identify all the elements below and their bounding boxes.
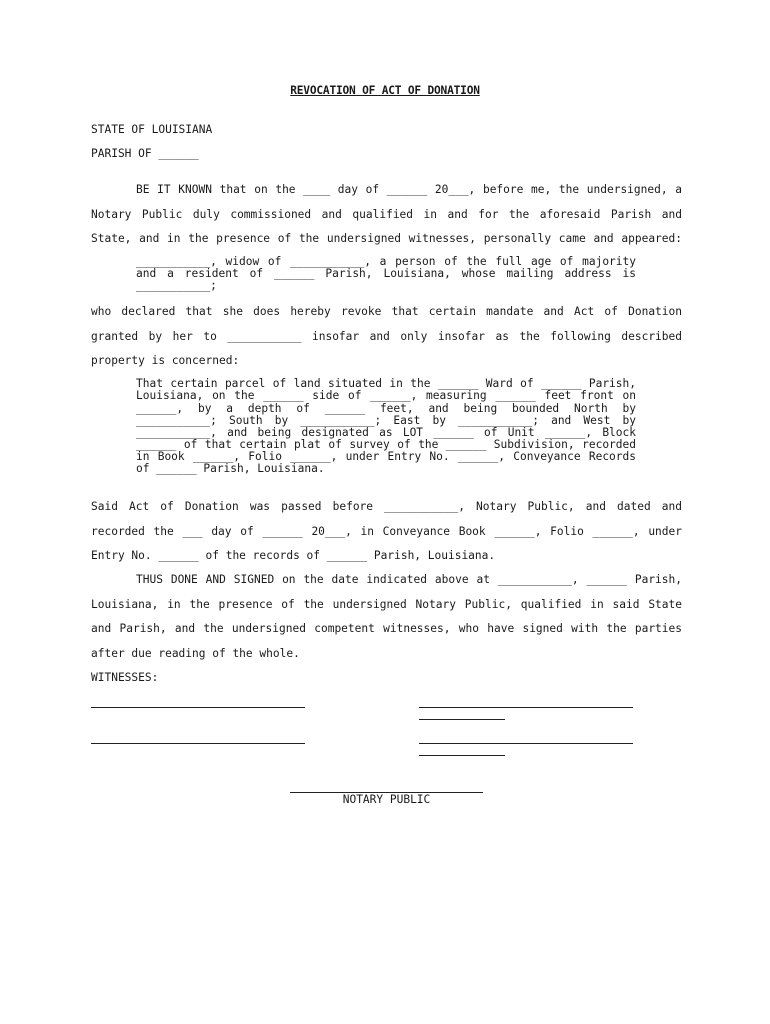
para4-line-2: Louisiana, in the presence of the undersigned Notary Public, qualified in said State <box>91 598 682 611</box>
para4-line-4: after due reading of the whole. <box>91 647 300 660</box>
para3-line-1: Said Act of Donation was passed before ___________, Notary Public, and dated and <box>91 500 682 513</box>
para4-line-3: and Parish, and the undersigned competent witnesses, who have signed with the parties <box>91 622 682 635</box>
para1-line-3: State, and in the presence of the undersigned witnesses, personally came and appeared: <box>91 232 682 245</box>
para3-line-3: Entry No. ______ of the records of ______ Parish, Louisiana. <box>91 549 496 562</box>
appearer-line-2: and a resident of ______ Parish, Louisiana, whose mailing address is <box>136 267 636 280</box>
appearer-line-1: ___________, widow of ___________, a person of the full age of majority <box>136 255 636 268</box>
para4-line-1: THUS DONE AND SIGNED on the date indicated above at ___________, ______ Parish, <box>136 573 682 586</box>
property-line-8: of ______ Parish, Louisiana. <box>136 462 325 475</box>
para1-line-2: Notary Public duly commissioned and qualified in and for the aforesaid Parish and <box>91 208 682 221</box>
party-1-signature-line-extension <box>419 719 505 720</box>
party-2-signature-line[interactable] <box>419 743 633 744</box>
witnesses-label: WITNESSES: <box>91 671 159 684</box>
state-line: STATE OF LOUISIANA <box>91 123 213 136</box>
property-line-7: in Book ______, Folio ______, under Entry No. ______, Conveyance Records <box>136 450 636 463</box>
party-1-signature-line[interactable] <box>419 707 633 708</box>
property-line-5: ___________, and being designated as LOT ______ of Unit ______, Block <box>136 426 636 439</box>
para1-line-1: BE IT KNOWN that on the ____ day of ______ 20___, before me, the undersigned, a <box>136 183 682 196</box>
property-line-6: ______ of that certain plat of survey of the ______ Subdivision, recorded <box>136 438 636 451</box>
property-line-3: ______, by a depth of ______ feet, and being bounded North by <box>136 402 636 415</box>
property-line-4: ___________; South by ___________; East by ___________; and West by <box>136 414 636 427</box>
property-line-2: Louisiana, on the ______ side of ______, measuring ______ feet front on <box>136 389 636 402</box>
appearer-line-3: ___________; <box>136 279 217 292</box>
parish-line: PARISH OF ______ <box>91 147 199 160</box>
notary-public-label: NOTARY PUBLIC <box>342 793 431 806</box>
property-line-1: That certain parcel of land situated in the ______ Ward of ______ Parish, <box>136 377 636 390</box>
witness-1-signature-line[interactable] <box>91 707 305 708</box>
party-2-signature-line-extension <box>419 755 505 756</box>
document-title: REVOCATION OF ACT OF DONATION <box>290 84 480 97</box>
para3-line-2: recorded the ___ day of ______ 20___, in Conveyance Book ______, Folio ______, under <box>91 525 682 538</box>
para2-line-1: who declared that she does hereby revoke that certain mandate and Act of Donation <box>91 305 682 318</box>
para2-line-3: property is concerned: <box>91 354 240 367</box>
witness-2-signature-line[interactable] <box>91 743 305 744</box>
para2-line-2: granted by her to ___________ insofar and only insofar as the following described <box>91 330 682 343</box>
